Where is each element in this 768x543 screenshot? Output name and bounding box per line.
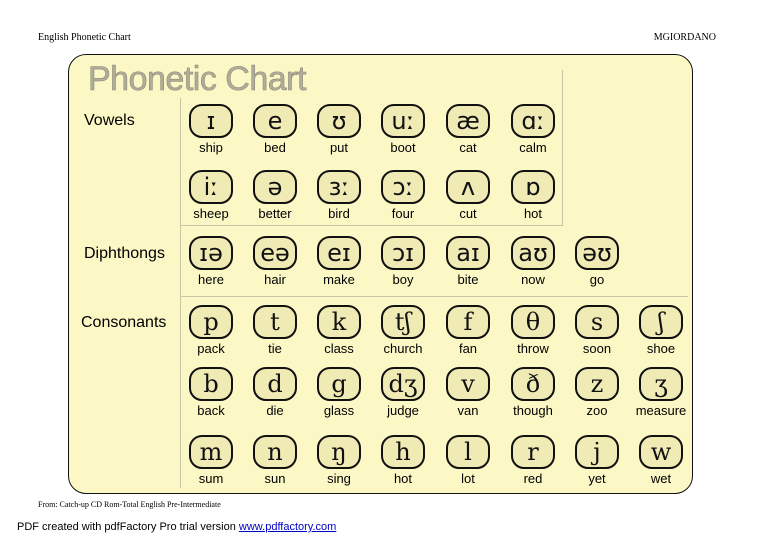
example-word: boy: [392, 272, 414, 287]
pdf-notice: [17, 521, 336, 533]
phoneme-cell: [571, 435, 627, 487]
example-word: sum: [198, 471, 224, 486]
phoneme-cell: [313, 170, 369, 222]
phoneme-symbol: ð: [511, 367, 555, 401]
example-word: put: [329, 140, 349, 155]
phoneme-cell: [185, 170, 241, 222]
phoneme-symbol: e: [253, 104, 297, 138]
phoneme-symbol: iː: [189, 170, 233, 204]
phoneme-cell: [185, 367, 241, 419]
phoneme-symbol: n: [253, 435, 297, 469]
phoneme-symbol: j: [575, 435, 619, 469]
example-word: lot: [461, 471, 475, 486]
phoneme-cell: [571, 367, 627, 419]
phoneme-cell: [377, 367, 433, 419]
phoneme-cell: [442, 236, 498, 288]
phoneme-cell: [313, 236, 369, 288]
example-word: boot: [390, 140, 416, 155]
example-word: die: [266, 403, 284, 418]
example-word: make: [323, 272, 355, 287]
phoneme-cell: [249, 104, 305, 156]
pdf-notice-text: PDF created with pdfFactory Pro trial version: [17, 521, 239, 533]
example-word: fan: [458, 341, 478, 356]
example-word: four: [391, 206, 415, 221]
phoneme-cell: [507, 435, 563, 487]
phoneme-symbol: w: [639, 435, 683, 469]
phoneme-symbol: uː: [381, 104, 425, 138]
example-word: judge: [387, 403, 419, 418]
phoneme-symbol: z: [575, 367, 619, 401]
example-word: bite: [457, 272, 479, 287]
phoneme-cell: [185, 305, 241, 357]
example-word: yet: [588, 471, 606, 486]
phoneme-symbol: d: [253, 367, 297, 401]
phoneme-symbol: ɑː: [511, 104, 555, 138]
chart-title: Phonetic Chart: [88, 60, 306, 98]
phoneme-cell: [571, 236, 627, 288]
example-word: hot: [523, 206, 543, 221]
phoneme-symbol: ɪə: [189, 236, 233, 270]
example-word: pack: [197, 341, 225, 356]
example-word: cut: [459, 206, 477, 221]
example-word: church: [383, 341, 423, 356]
example-word: wet: [650, 471, 672, 486]
example-word: shoe: [646, 341, 676, 356]
source-note: From: Catch-up CD Rom-Total English Pre-Intermediate: [38, 500, 221, 509]
phoneme-symbol: aɪ: [446, 236, 490, 270]
phoneme-symbol: ɔː: [381, 170, 425, 204]
example-word: sheep: [193, 206, 229, 221]
example-word: class: [324, 341, 354, 356]
phoneme-cell: [507, 170, 563, 222]
phoneme-cell: [249, 170, 305, 222]
phoneme-cell: [313, 104, 369, 156]
example-word: bird: [328, 206, 350, 221]
example-word: here: [197, 272, 225, 287]
phoneme-cell: [442, 305, 498, 357]
phoneme-symbol: g: [317, 367, 361, 401]
example-word: though: [513, 403, 553, 418]
phoneme-symbol: ɒ: [511, 170, 555, 204]
phoneme-cell: [507, 104, 563, 156]
phoneme-symbol: ə: [253, 170, 297, 204]
phoneme-symbol: ʊ: [317, 104, 361, 138]
pdffactory-link[interactable]: www.pdffactory.com: [238, 521, 337, 533]
phoneme-symbol: tʃ: [381, 305, 425, 339]
example-word: zoo: [586, 403, 608, 418]
phoneme-cell: [377, 170, 433, 222]
example-word: back: [197, 403, 225, 418]
example-word: now: [521, 272, 545, 287]
vowels-label: Vowels: [84, 112, 135, 129]
example-word: hair: [264, 272, 286, 287]
phoneme-symbol: ɪ: [189, 104, 233, 138]
phoneme-cell: [377, 435, 433, 487]
diphthongs-label: Diphthongs: [84, 245, 165, 262]
example-word: tie: [268, 341, 282, 356]
phoneme-cell: [635, 305, 691, 357]
phoneme-cell: [507, 236, 563, 288]
phoneme-cell: [442, 170, 498, 222]
phoneme-cell: [442, 435, 498, 487]
phoneme-symbol: əʊ: [575, 236, 619, 270]
example-word: calm: [519, 140, 547, 155]
phoneme-symbol: ʒ: [639, 367, 683, 401]
phoneme-cell: [313, 435, 369, 487]
phoneme-cell: [185, 435, 241, 487]
phoneme-cell: [442, 104, 498, 156]
phoneme-symbol: θ: [511, 305, 555, 339]
example-word: sun: [264, 471, 286, 486]
phoneme-cell: [377, 305, 433, 357]
example-word: hot: [393, 471, 413, 486]
phoneme-symbol: k: [317, 305, 361, 339]
phoneme-symbol: r: [511, 435, 555, 469]
example-word: bed: [264, 140, 286, 155]
example-word: sing: [327, 471, 351, 486]
phoneme-symbol: ʃ: [639, 305, 683, 339]
phoneme-cell: [249, 435, 305, 487]
phoneme-symbol: eɪ: [317, 236, 361, 270]
example-word: better: [258, 206, 292, 221]
phoneme-cell: [635, 367, 691, 419]
phoneme-symbol: b: [189, 367, 233, 401]
diphthong-section-bottom-border: [180, 296, 688, 297]
example-word: van: [457, 403, 479, 418]
phoneme-symbol: ŋ: [317, 435, 361, 469]
phoneme-cell: [635, 435, 691, 487]
example-word: measure: [635, 403, 687, 418]
phoneme-cell: [377, 104, 433, 156]
example-word: throw: [517, 341, 549, 356]
phoneme-symbol: ɔɪ: [381, 236, 425, 270]
phoneme-symbol: l: [446, 435, 490, 469]
phoneme-symbol: æ: [446, 104, 490, 138]
phoneme-symbol: dʒ: [381, 367, 425, 401]
phoneme-cell: [442, 367, 498, 419]
phoneme-symbol: t: [253, 305, 297, 339]
phoneme-symbol: m: [189, 435, 233, 469]
phoneme-symbol: ʌ: [446, 170, 490, 204]
phoneme-symbol: ɜː: [317, 170, 361, 204]
phoneme-cell: [185, 236, 241, 288]
example-word: go: [589, 272, 605, 287]
label-column-divider: [180, 98, 181, 488]
vowel-section-bottom-border: [180, 225, 563, 226]
phoneme-symbol: s: [575, 305, 619, 339]
consonants-label: Consonants: [81, 314, 167, 331]
document-header-author: MGIORDANO: [653, 32, 716, 43]
phoneme-cell: [249, 367, 305, 419]
phoneme-cell: [249, 305, 305, 357]
document-header-title: English Phonetic Chart: [38, 32, 131, 43]
example-word: red: [523, 471, 543, 486]
phoneme-cell: [249, 236, 305, 288]
phoneme-symbol: p: [189, 305, 233, 339]
phoneme-cell: [507, 367, 563, 419]
phoneme-symbol: aʊ: [511, 236, 555, 270]
phoneme-cell: [313, 367, 369, 419]
phoneme-cell: [377, 236, 433, 288]
phoneme-symbol: eə: [253, 236, 297, 270]
phoneme-cell: [313, 305, 369, 357]
example-word: cat: [459, 140, 477, 155]
example-word: glass: [323, 403, 355, 418]
phoneme-symbol: f: [446, 305, 490, 339]
phoneme-cell: [571, 305, 627, 357]
phoneme-cell: [507, 305, 563, 357]
phoneme-symbol: v: [446, 367, 490, 401]
example-word: ship: [199, 140, 223, 155]
phoneme-cell: [185, 104, 241, 156]
phoneme-symbol: h: [381, 435, 425, 469]
example-word: soon: [582, 341, 612, 356]
